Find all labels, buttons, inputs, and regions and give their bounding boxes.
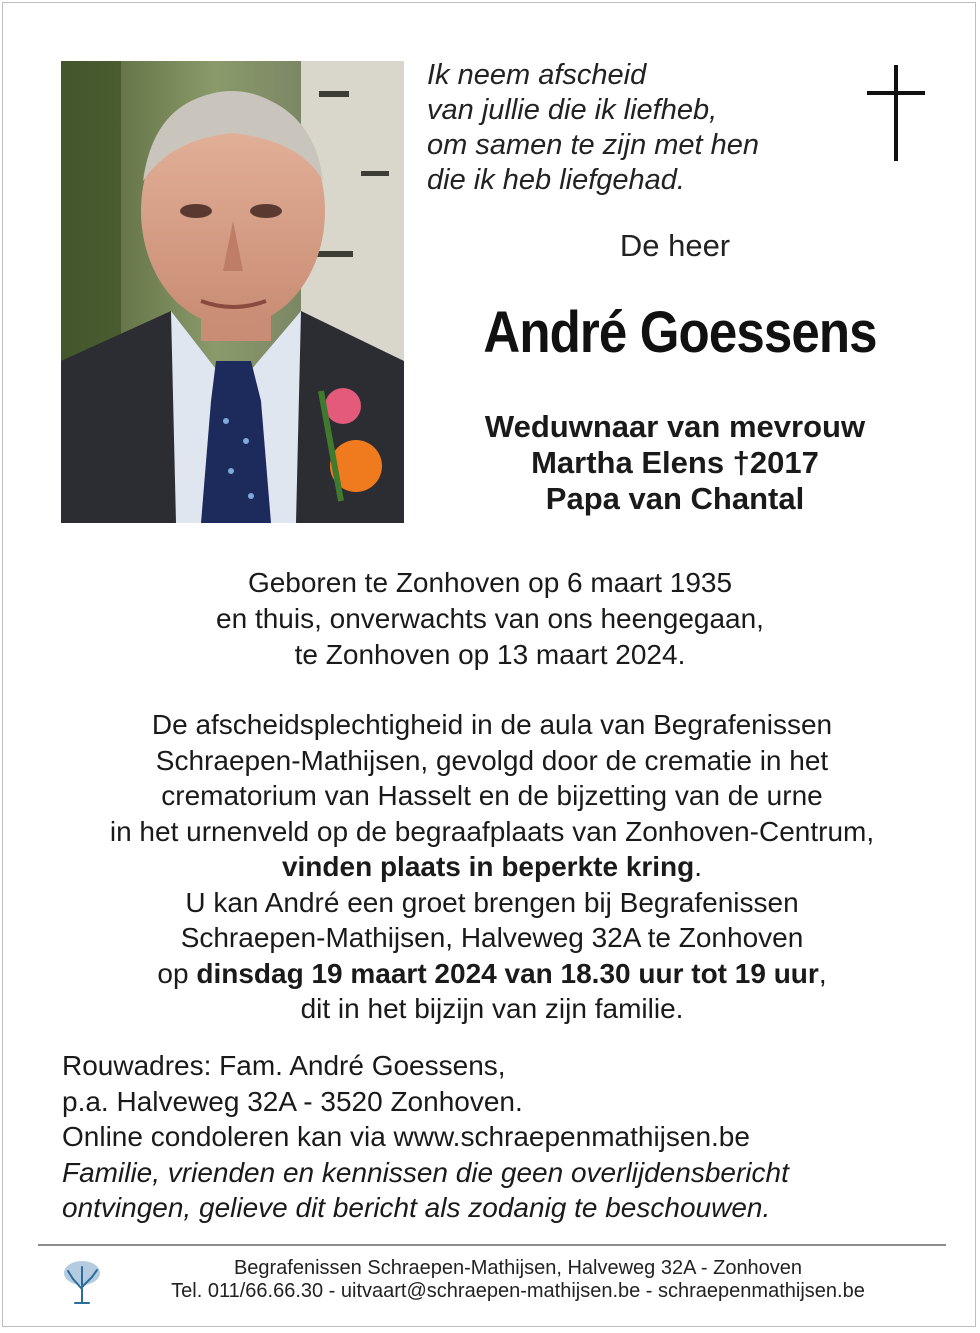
- footer-divider: [38, 1244, 946, 1246]
- funeral-home-footer: [103, 1257, 933, 1303]
- ceremony-line: [3, 956, 976, 992]
- birth-death-info: [3, 565, 976, 673]
- birth-death-line: en thuis, onverwachts van ons heengegaan,: [216, 603, 764, 634]
- family-relations: [427, 409, 923, 517]
- relation-line: Papa van Chantal: [545, 481, 805, 516]
- notice-line: ontvingen, gelieve dit bericht als zodanig te beschouwen.: [62, 1192, 771, 1223]
- ceremony-line: [3, 849, 976, 885]
- restricted-circle-text: vinden plaats in beperkte kring: [281, 851, 695, 882]
- ceremony-line: Schraepen-Mathijsen, gevolgd door de crematie in het: [155, 744, 829, 776]
- notice-line: Familie, vrienden en kennissen die geen overlijdensbericht: [62, 1156, 789, 1188]
- footer-contact: Tel. 011/66.66.30 - uitvaart@schraepen-mathijsen.be - schraepenmathijsen.be: [171, 1280, 865, 1302]
- poem-line: Ik neem afscheid: [427, 59, 647, 91]
- birth-death-line: Geboren te Zonhoven op 6 maart 1935: [247, 567, 733, 598]
- visit-prefix: op: [157, 957, 197, 989]
- relation-line: Martha Elens †2017: [531, 445, 819, 480]
- ceremony-line: De afscheidsplechtigheid in de aula van Begrafenissen: [151, 709, 833, 740]
- ceremony-line: Schraepen-Mathijsen, Halveweg 32A te Zonhoven: [180, 922, 804, 953]
- poem-line: van jullie die ik liefheb,: [427, 94, 718, 126]
- address-line: p.a. Halveweg 32A - 3520 Zonhoven.: [62, 1085, 523, 1117]
- ceremony-line: dit in het bijzijn van zijn familie.: [300, 993, 684, 1024]
- punctuation: .: [694, 851, 703, 882]
- ceremony-info: [3, 707, 976, 1027]
- condolence-line: Online condoleren kan via www.schraepenmathijsen.be: [62, 1121, 750, 1152]
- obituary-card: [2, 2, 976, 1327]
- relation-line: Weduwnaar van mevrouw: [484, 409, 866, 444]
- tree-logo-icon: [61, 1257, 103, 1305]
- deceased-name: André Goessens: [483, 300, 877, 365]
- farewell-poem: [427, 58, 827, 198]
- ceremony-line: crematorium van Hasselt en de bijzetting van de urne: [161, 780, 823, 811]
- poem-line: die ik heb liefgehad.: [427, 164, 685, 196]
- ceremony-line: in het urnenveld op de begraafplaats van Zonhoven-Centrum,: [109, 815, 875, 847]
- visit-datetime: dinsdag 19 maart 2024 van 18.30 uur tot 19 uur: [196, 957, 819, 989]
- punctuation: ,: [818, 957, 827, 989]
- footer-address: Begrafenissen Schraepen-Mathijsen, Halveweg 32A - Zonhoven: [233, 1257, 803, 1279]
- ceremony-line: U kan André een groet brengen bij Begrafenissen: [185, 886, 799, 918]
- poem-line: om samen te zijn met hen: [427, 129, 760, 161]
- mourning-address: [62, 1048, 962, 1226]
- salutation: De heer: [619, 228, 731, 263]
- address-line: Rouwadres: Fam. André Goessens,: [62, 1050, 506, 1081]
- portrait-photo: [61, 61, 404, 523]
- birth-death-line: te Zonhoven op 13 maart 2024.: [294, 639, 686, 670]
- cross-icon: [867, 65, 925, 161]
